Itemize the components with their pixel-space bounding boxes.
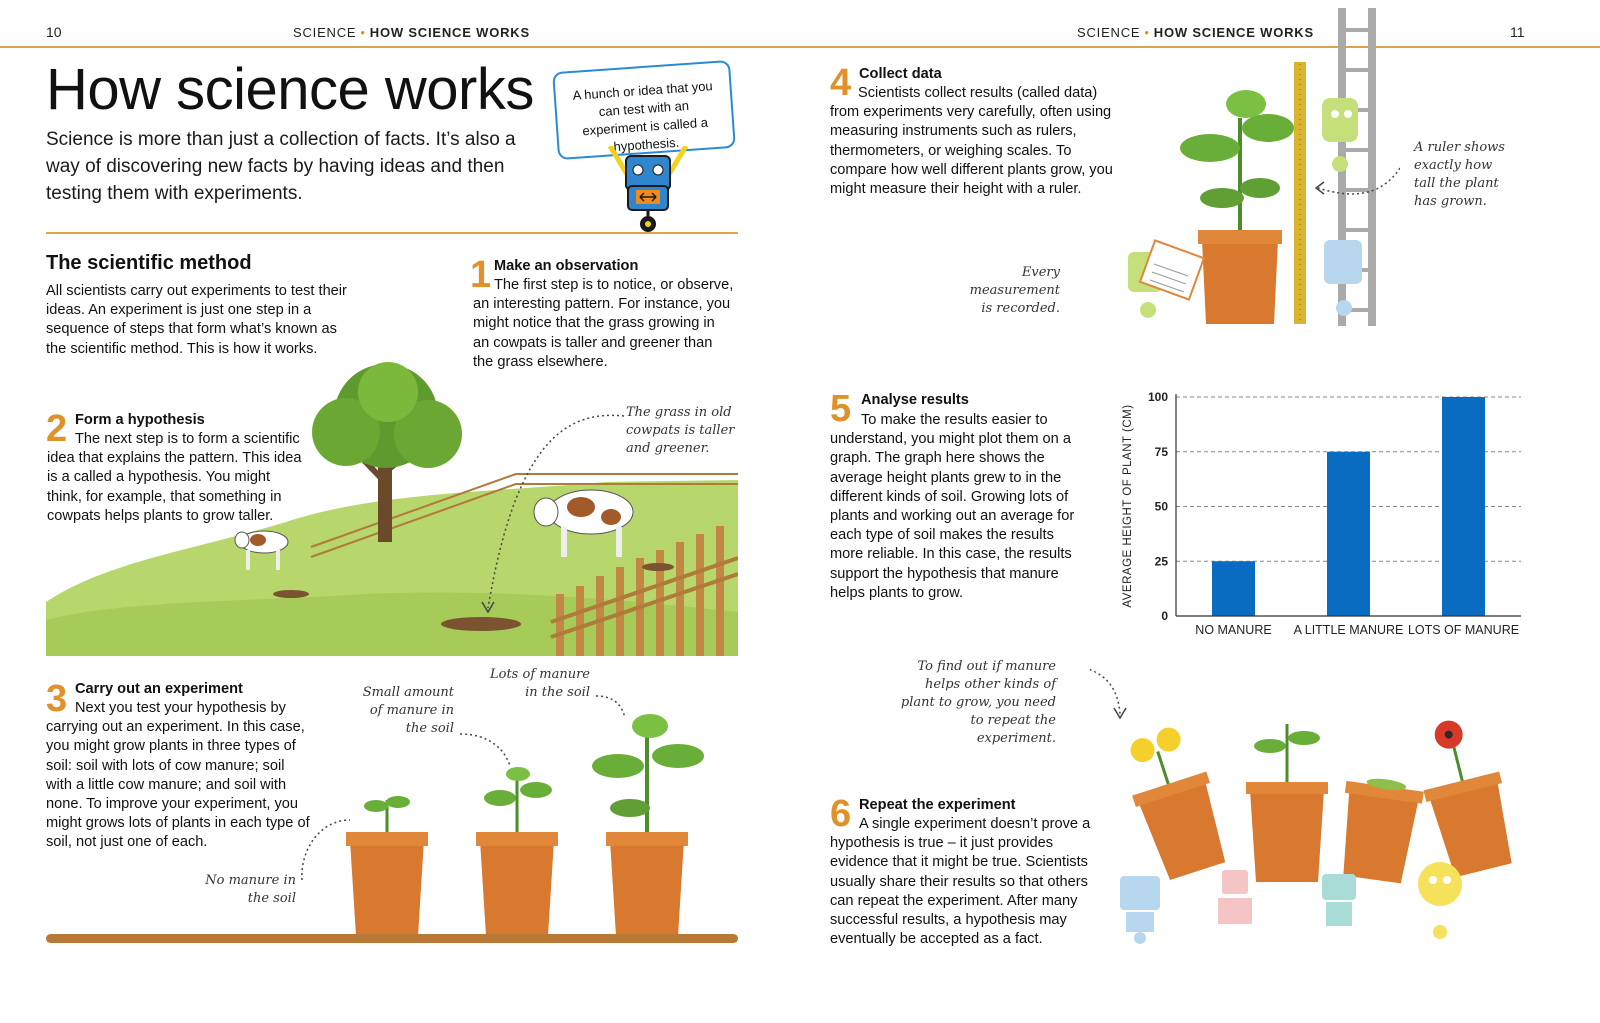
step-2-text: The next step is to form a scientific idea that explains the pattern. This idea is a called a hypothesis. You might think, for example, that something in cowpats helps plants to grow taller. <box>47 431 302 524</box>
step-4-text: Scientists collect results (called data) from experiments very carefully, often using measuring instruments such as rulers, thermometers, or weighing scales. To compare how well different plants grow, you might measure their height with a ruler. <box>830 85 1113 198</box>
chart-y-ticks <box>1148 390 1168 623</box>
chart-y-tick-label: 0 <box>1161 609 1168 623</box>
plant-height-bar-chart <box>1115 382 1535 644</box>
running-head-topic: HOW SCIENCE WORKS <box>1153 25 1314 40</box>
step-3-text: Next you test your hypothesis by carrying out an experiment. In this case, you might grow plants in three types of soil: soil with lots of cow manure; soil with a little cow manure; and soil with none. To improve your experiment, you might grows lots of plants in each type of soil, not just one of each. <box>46 700 310 851</box>
measurement-note: Every measurement is recorded. <box>969 265 1060 316</box>
step-4-title: Collect data <box>859 66 942 82</box>
step-1-title: Make an observation <box>494 258 639 274</box>
robot-holding-sign-illustration <box>598 146 698 236</box>
chart-y-tick-label: 50 <box>1154 499 1168 514</box>
lots-manure-note: Lots of manure in the soil <box>490 667 590 700</box>
intro-paragraph: Science is more than just a collection of facts. It’s also a way of discovering new facts by having ideas and then testing them with experiments. <box>46 129 516 204</box>
step-1-text: The first step is to notice, or observe, an interesting pattern. For instance, you might notice that the grass growing in an cowpats is taller and greener than the grass elsewhere. <box>473 277 734 370</box>
step-5-title: Analyse results <box>861 392 969 408</box>
running-head-topic: HOW SCIENCE WORKS <box>369 25 530 40</box>
chart-bar <box>1442 397 1485 616</box>
chart-y-tick-label: 75 <box>1154 444 1168 459</box>
method-text: All scientists carry out experiments to test their ideas. An experiment is just one step in a sequence of steps that form what’s known as the scientific method. This is how it works. <box>46 283 347 357</box>
robots-carrying-pots-illustration <box>1090 660 1530 950</box>
step-5-text: To make the results easier to understand, you might plot them on a graph. The graph here shows the average height plants grew to in the different kinds of soil. Growing lots of plants and working out an average for each type of soil makes the results more reliable. In this case, the results support the hypothesis that manure helps plants to grow. <box>830 412 1075 601</box>
step-6-title: Repeat the experiment <box>859 797 1016 813</box>
repeat-note: To find out if manure helps other kinds of plant to grow, you need to repeat the experiment. <box>900 659 1056 746</box>
step-2-number: 2 <box>46 408 68 450</box>
chart-y-label: AVERAGE HEIGHT OF PLANT (CM) <box>1122 404 1134 608</box>
method-heading: The scientific method <box>46 252 252 274</box>
chart-y-tick-label: 25 <box>1154 554 1168 569</box>
chart-category-label: LOTS OF MANURE <box>1407 623 1520 637</box>
step-5-number: 5 <box>830 388 852 430</box>
step-3-number: 3 <box>46 678 68 720</box>
chart-bar <box>1327 452 1370 616</box>
left-running-head: SCIENCE • HOW SCIENCE WORKS <box>293 25 530 40</box>
chart-category-label: A LITTLE MANURE <box>1293 623 1404 637</box>
chart-category-label: NO MANURE <box>1195 623 1272 637</box>
step-4-number: 4 <box>830 62 852 104</box>
chart-bars <box>1212 397 1485 616</box>
right-page-number: 11 <box>1510 24 1525 40</box>
left-page-number: 10 <box>46 24 62 40</box>
hypothesis-speech-bubble: A hunch or idea that you can test with an experiment is called a hypothesis. <box>552 60 736 160</box>
right-running-head: SCIENCE • HOW SCIENCE WORKS <box>1077 25 1314 40</box>
shelf <box>46 934 738 943</box>
step-3-title: Carry out an experiment <box>75 681 243 697</box>
chart-x-categories <box>1195 623 1519 637</box>
running-head-section: SCIENCE <box>293 25 357 40</box>
step-6-text: A single experiment doesn’t prove a hypothesis is true – it just provides evidence that it might be true. Scientists usually share their results so that others can repeat the experiment. After many successful results, a hypothesis may eventually be accepted as a fact. <box>830 816 1091 948</box>
ruler-note: A ruler shows exactly how tall the plant has grown. <box>1414 140 1505 209</box>
no-manure-note: No manure in the soil <box>205 873 296 906</box>
chart-bar <box>1212 561 1255 616</box>
page-title: How science works <box>46 57 534 122</box>
step-2-title: Form a hypothesis <box>75 412 205 428</box>
chart-y-tick-label: 100 <box>1147 390 1168 404</box>
step-1-number: 1 <box>470 254 492 296</box>
running-head-section: SCIENCE <box>1077 25 1141 40</box>
step-6-number: 6 <box>830 793 852 835</box>
ruler-plant-robots-illustration <box>1110 8 1400 328</box>
small-manure-note: Small amount of manure in the soil <box>362 685 454 736</box>
section-rule <box>46 232 738 234</box>
grass-note: The grass in old cowpats is taller and greener. <box>626 405 735 456</box>
